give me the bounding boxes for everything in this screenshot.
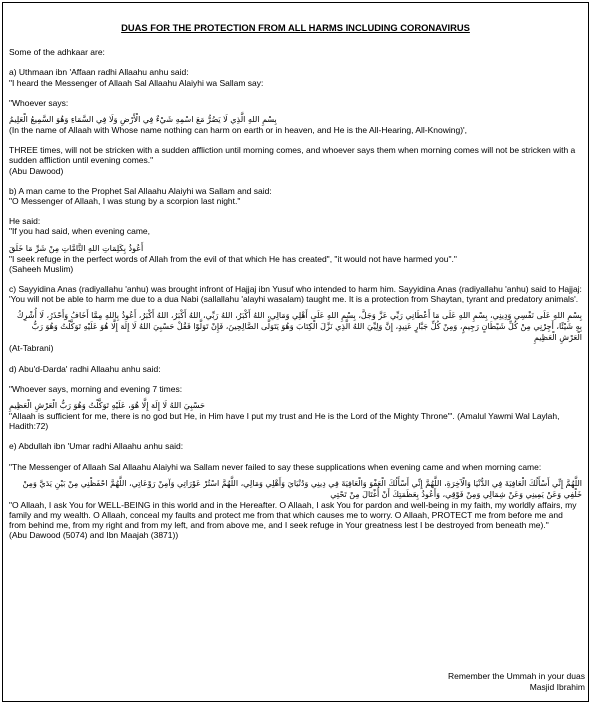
section-a-source: (Abu Dawood) [9, 165, 64, 176]
footer-line1: Remember the Ummah in your duas [447, 671, 585, 681]
section-d-arabic: حَسْبِيَ اللهُ لَا إِلَهَ إِلَّا هُوَ، عَلَيْهِ تَوَكَّلْتُ وَهُوَ رَبُّ الْعَرْشِ الْعَظِيمِ [9, 401, 205, 411]
document-body [9, 23, 582, 541]
section-a-line1: "I heard the Messenger of Allaah Sal Allaahu Alaiyhi wa Sallam say: [9, 77, 264, 88]
section-c-heading: c) Sayyidina Anas (radiyallahu 'anhu) was brought infront of Hajjaj ibn Yusuf who intended to harm him. Sayyidina Anas (radiyallahu 'anhu) said to Hajjaj: [9, 284, 582, 295]
section-e-source: (Abu Dawood (5074) and Ibn Maajah (3871)) [9, 530, 179, 541]
section-d-line1: "Whoever says, morning and evening 7 times: [9, 383, 183, 394]
section-d-translation: "Allaah is sufficient for me, there is no god but He, in Him have I put my trust and He is the Lord of the Mighty Throne"'. (Amalul Yawmi Wal Laylah, Hadith:72) [9, 411, 560, 432]
section-b-translation: "I seek refuge in the perfect words of Allah from the evil of that which He has created", "it would not have harmed you"." [9, 253, 457, 264]
section-b-line2: He said: [9, 216, 41, 227]
section-c-arabic: بِسْمِ اللهِ عَلَى نَفْسِي وَدِينِي، بِسْمِ اللهِ عَلَى مَا أَعْطَانِي رَبِّي عَزَّ وَجَلَّ، بِسْمِ اللهِ عَلَى أَهْلِي وَمَالِي، اللهُ أَكْبَرُ، اللهُ رَبِّي، اللهُ أَكْبَرُ، اللهُ أَكْبَرُ، أَعُوذُ بِاللهِ مِمَّا أَخَافُ وَأَحْذَرُ، لَا أُشْرِكُ بِهِ شَيْئًا، أَجِرْنِي مِنْ كُلِّ شَيْطَانٍ رَجِيمٍ، وَمِنْ كُلِّ جَبَّارٍ عَنِيدٍ، إِنَّ وَلِيِّيَ اللهُ الَّذِي نَزَّلَ الْكِتَابَ وَهُوَ يَتَوَلَّى الصَّالِحِينَ، فَإِنْ تَوَلَّوْا فَقُلْ حَسْبِيَ اللهُ لَا إِلَهَ إِلَّا هُوَ عَلَيْهِ تَوَكَّلْتُ وَهُوَ رَبُّ الْعَرْشِ الْعَظِيمِ [16, 311, 582, 343]
section-a-line2: "Whoever says: [9, 97, 69, 108]
section-b-arabic: أَعُوذُ بِكَلِمَاتِ اللهِ التَّامَّاتِ مِنْ شَرِّ مَا خَلَقَ [9, 243, 144, 253]
section-a-translation: (In the name of Allaah with Whose name nothing can harm on earth or in heaven, and He is the All-Hearing, All-Knowing)', [9, 125, 468, 136]
section-b-line3: "If you had said, when evening came, [9, 226, 150, 237]
section-a-body: THREE times, will not be stricken with a sudden affliction until morning comes, and whoever says them when morning comes will not be stricken with a sudden affliction until evening comes." [9, 145, 576, 166]
section-e-heading: e) Abdullah ibn 'Umar radhi Allaahu anhu said: [9, 441, 184, 452]
section-c-source: (At-Tabrani) [9, 343, 54, 354]
section-b-source: (Saheeh Muslim) [9, 263, 74, 274]
footer-line2: Masjid Ibrahim [529, 681, 585, 692]
section-b-heading: b) A man came to the Prophet Sal Allaahu Alaiyhi wa Sallam and said: [9, 185, 272, 196]
section-a-arabic: بِسْمِ اللهِ الَّذِي لَا يَضُرُّ مَعَ اسْمِهِ شَيْءٌ فِي الْأَرْضِ وَلَا فِي السَّمَاءِ وَهُوَ السَّمِيعُ الْعَلِيمُ [9, 115, 277, 125]
section-c-quote: 'You will not be able to harm me due to a dua Nabi (sallallahu 'alayhi wasalam) taught me. It is a protection from Shaytan, tyrant and predatory animals'. [9, 294, 579, 305]
section-e-line1: "The Messenger of Allaah Sal Allaahu Alaiyhi wa Sallam never failed to say these supplications when evening came and when morning came: [9, 461, 542, 472]
section-e-translation: "O Allaah, I ask You for WELL-BEING in this world and in the Hereafter. O Allaah, I ask You for pardon and well-being in my faith, my worldly affairs, my family and my wealth. O Allaah, conceal my faults and protect me from that which causes me to worry. O Allaah, PROTECT me from before me and from behind me, from my right and from my left, and from above me, and I seek refuge in Your greatness lest I be destroyed from beneath me)." [9, 499, 577, 531]
section-a-heading: a) Uthmaan ibn 'Affaan radhi Allaahu anhu said: [9, 67, 189, 78]
section-e-arabic: اللَّهُمَّ إِنِّي أَسْأَلُكَ الْعَافِيَةَ فِي الدُّنْيَا وَالْآخِرَةِ، اللَّهُمَّ إِنِّي أَسْأَلُكَ الْعَفْوَ وَالْعَافِيَةَ فِي دِينِي وَدُنْيَايَ وَأَهْلِي وَمَالِي، اللَّهُمَّ اسْتُرْ عَوْرَاتِي وَآمِنْ رَوْعَاتِي، اللَّهُمَّ احْفَظْنِي مِنْ بَيْنِ يَدَيَّ وَمِنْ خَلْفِي وَعَنْ يَمِينِي وَعَنْ شِمَالِي وَمِنْ فَوْقِي، وَأَعُوذُ بِعَظَمَتِكَ أَنْ أُغْتَالَ مِنْ تَحْتِي [22, 478, 582, 499]
footer [448, 671, 585, 692]
intro-text: Some of the adhkaar are: [9, 47, 105, 58]
section-b-line1: "O Messenger of Allaah, I was stung by a scorpion last night." [9, 196, 241, 207]
section-d-heading: d) Abu'd-Darda' radhi Allaahu anhu said: [9, 363, 161, 374]
page-title: DUAS FOR THE PROTECTION FROM ALL HARMS INCLUDING CORONAVIRUS [121, 22, 470, 33]
